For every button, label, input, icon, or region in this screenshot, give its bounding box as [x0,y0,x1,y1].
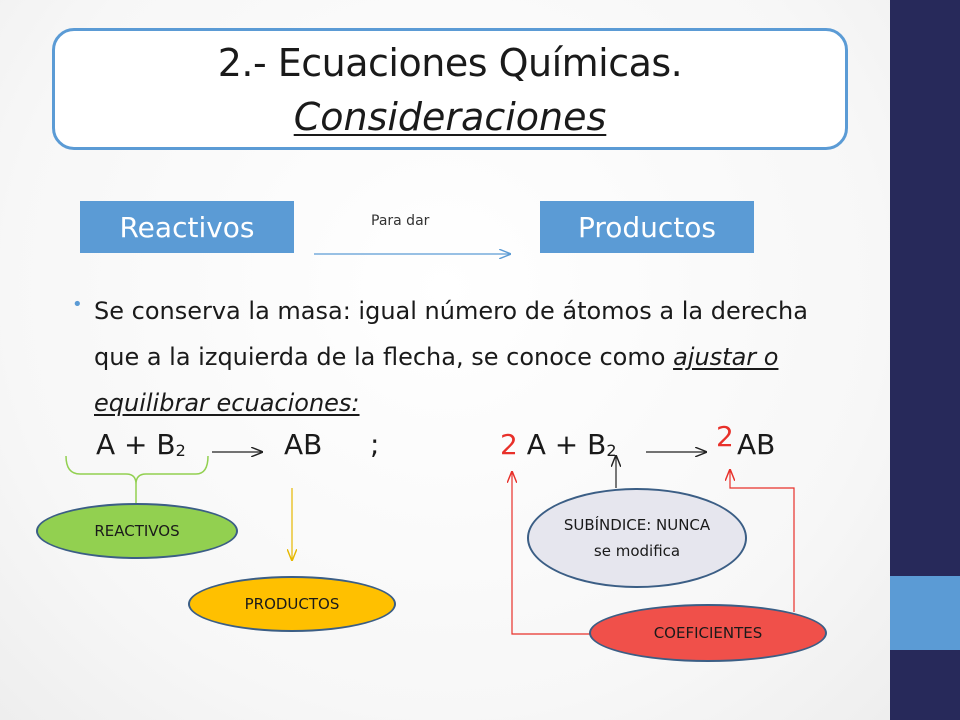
title-box [52,28,848,150]
bullet-emphasis: ajustar o equilibrar ecuaciones: [94,343,779,417]
bullet-icon: • [72,294,83,315]
equation-separator: ; [370,428,380,461]
equation2-lhs-text: A + B [517,428,607,461]
equation2-coefficient2-wrap [716,420,734,453]
subindice-callout-label: SUBÍNDICE: NUNCA se modifica [563,516,711,560]
equation1-lhs [96,428,186,461]
coeficientes-callout [589,604,827,662]
side-accent-block [890,576,960,650]
reactivos-callout-label: REACTIVOS [94,522,180,540]
equation2-rhs: AB [737,428,776,461]
equation2-coefficient2: 2 [716,420,734,453]
equation2-lhs-subscript: 2 [606,441,617,460]
productos-box: Productos [540,201,754,253]
equation2-lhs [500,428,617,461]
equation1-lhs-text: A + B [96,428,176,461]
equation1-lhs-subscript: 2 [175,441,186,460]
coeficientes-callout-label: COEFICIENTES [653,624,763,642]
reactivos-box: Reactivos [80,201,294,253]
productos-callout [188,576,396,632]
reactivos-callout [36,503,238,559]
bullet-paragraph [94,288,814,426]
equation2-coefficient1: 2 [500,428,518,461]
equation1-rhs: AB [284,428,323,461]
bullet-text: Se conserva la masa: igual número de átomos a la derecha que a la izquierda de la flecha, se conoce como [94,297,808,371]
productos-callout-label: PRODUCTOS [244,595,340,613]
page-title: 2.- Ecuaciones Químicas. [217,41,683,85]
page-subtitle: Consideraciones [293,95,607,139]
arrow-label: Para dar [371,213,430,229]
subindice-callout [527,488,747,588]
